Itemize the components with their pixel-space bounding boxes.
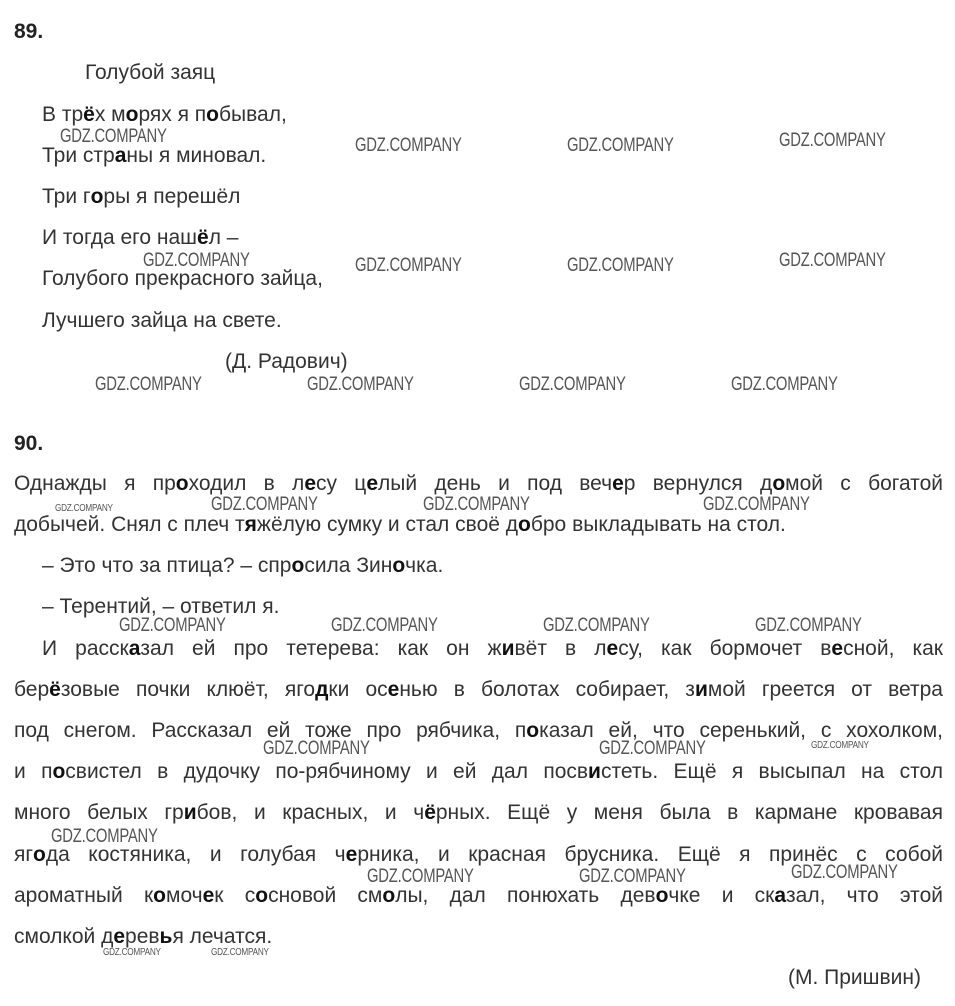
watermark: GDZ.COMPANY <box>779 130 886 151</box>
stressed-letter: е <box>304 472 316 495</box>
poem-line: И тогда его нашёл – <box>42 226 239 249</box>
watermark: GDZ.COMPANY <box>307 374 414 395</box>
watermark: GDZ.COMPANY <box>355 135 462 156</box>
stressed-letter: о <box>518 513 531 536</box>
watermark: GDZ.COMPANY <box>263 738 370 759</box>
poem-line: Голубого прекрасного зайца, <box>42 267 323 290</box>
watermark: GDZ.COMPANY <box>103 947 161 958</box>
stressed-letter: о <box>655 884 669 907</box>
stressed-letter: ё <box>424 801 436 824</box>
stressed-letter: о <box>392 554 406 577</box>
text-author: (М. Пришвин) <box>788 966 921 989</box>
stressed-letter: и <box>694 678 708 701</box>
stressed-letter: о <box>90 185 104 208</box>
stressed-letter: а <box>114 144 127 167</box>
poem-line: Три страны я миновал. <box>42 144 267 167</box>
stressed-letter: ё <box>49 678 61 701</box>
text-line: под снегом. Рассказал ей тоже про рябчика, показал ей, что серенький, с хохолком, <box>14 719 943 742</box>
watermark: GDZ.COMPANY <box>791 862 898 883</box>
stressed-letter: о <box>52 760 66 783</box>
stressed-letter: а <box>774 884 787 907</box>
exercise-number-90: 90. <box>14 432 44 455</box>
text-line: ягода костяника, и голубая черника, и красная брусника. Ещё я принёс с собой <box>14 843 944 866</box>
watermark: GDZ.COMPANY <box>60 126 167 147</box>
stressed-letter: о <box>206 103 219 126</box>
exercise-number-89: 89. <box>14 20 44 43</box>
poem-author: (Д. Радович) <box>225 350 348 373</box>
watermark: GDZ.COMPANY <box>703 494 810 515</box>
stressed-letter: а <box>128 637 141 660</box>
stressed-letter: е <box>612 472 624 495</box>
stressed-letter: о <box>255 884 269 907</box>
watermark: GDZ.COMPANY <box>567 135 674 156</box>
poem-title: Голубой заяц <box>85 61 216 84</box>
stressed-letter: я <box>244 513 257 536</box>
watermark: GDZ.COMPANY <box>423 494 530 515</box>
watermark: GDZ.COMPANY <box>95 374 202 395</box>
stressed-letter: е <box>202 884 215 907</box>
text-line: берёзовые почки клюёт, ягодки осенью в болотах собирает, зимой греется от ветра <box>14 678 943 701</box>
stressed-letter: о <box>175 472 189 495</box>
stressed-letter: е <box>345 843 358 866</box>
stressed-letter: о <box>382 884 396 907</box>
watermark: GDZ.COMPANY <box>211 494 318 515</box>
stressed-letter: и <box>183 801 197 824</box>
stressed-letter: е <box>366 472 378 495</box>
watermark: GDZ.COMPANY <box>367 866 474 887</box>
poem-line: В трёх морях я побывал, <box>42 103 287 126</box>
text-line: ароматный комочек сосновой смолы, дал понюхать девочке и сказал, что этой <box>14 884 943 907</box>
watermark: GDZ.COMPANY <box>51 826 158 847</box>
watermark: GDZ.COMPANY <box>731 374 838 395</box>
text-line: – Терентий, – ответил я. <box>42 595 280 618</box>
watermark: GDZ.COMPANY <box>211 947 269 958</box>
text-line: И рассказал ей про тетерева: как он живёт в лесу, как бормочет весной, как <box>42 637 943 660</box>
watermark: GDZ.COMPANY <box>55 503 113 514</box>
stressed-letter: д <box>315 678 329 701</box>
stressed-letter: и <box>501 637 515 660</box>
watermark: GDZ.COMPANY <box>519 374 626 395</box>
stressed-letter: е <box>387 678 400 701</box>
text-line: Однажды я проходил в лесу целый день и под вечер вернулся домой с богатой <box>14 472 943 495</box>
watermark: GDZ.COMPANY <box>579 866 686 887</box>
stressed-letter: о <box>772 472 786 495</box>
watermark: GDZ.COMPANY <box>543 615 650 636</box>
watermark: GDZ.COMPANY <box>331 615 438 636</box>
stressed-letter: и <box>588 760 601 783</box>
stressed-letter: о <box>526 719 540 742</box>
stressed-letter: ё <box>83 103 95 126</box>
poem-line: Три горы я перешёл <box>42 185 241 208</box>
text-line: – Это что за птица? – спросила Зиночка. <box>42 554 444 577</box>
text-line: и посвистел в дудочку по-рябчиному и ей дал посвистеть. Ещё я высыпал на стол <box>14 760 944 783</box>
watermark: GDZ.COMPANY <box>143 250 250 271</box>
stressed-letter: ь <box>159 925 173 948</box>
watermark: GDZ.COMPANY <box>599 738 706 759</box>
watermark: GDZ.COMPANY <box>779 250 886 271</box>
text-line: добычей. Снял с плеч тяжёлую сумку и стал своё добро выкладывать на стол. <box>14 513 786 536</box>
watermark: GDZ.COMPANY <box>119 615 226 636</box>
watermark: GDZ.COMPANY <box>355 255 462 276</box>
stressed-letter: е <box>606 637 619 660</box>
watermark: GDZ.COMPANY <box>811 740 869 751</box>
stressed-letter: о <box>291 554 305 577</box>
poem-line: Лучшего зайца на свете. <box>42 309 282 332</box>
stressed-letter: ё <box>197 226 209 249</box>
stressed-letter: о <box>125 103 139 126</box>
watermark: GDZ.COMPANY <box>755 615 862 636</box>
stressed-letter: е <box>831 637 844 660</box>
stressed-letter: о <box>33 843 46 866</box>
stressed-letter: о <box>153 884 166 907</box>
watermark: GDZ.COMPANY <box>567 255 674 276</box>
text-line: смолкой деревья лечатся. <box>14 925 273 948</box>
text-line: много белых грибов, и красных, и чёрных. Ещё у меня была в кармане кровавая <box>14 801 943 824</box>
stressed-letter: е <box>113 925 126 948</box>
